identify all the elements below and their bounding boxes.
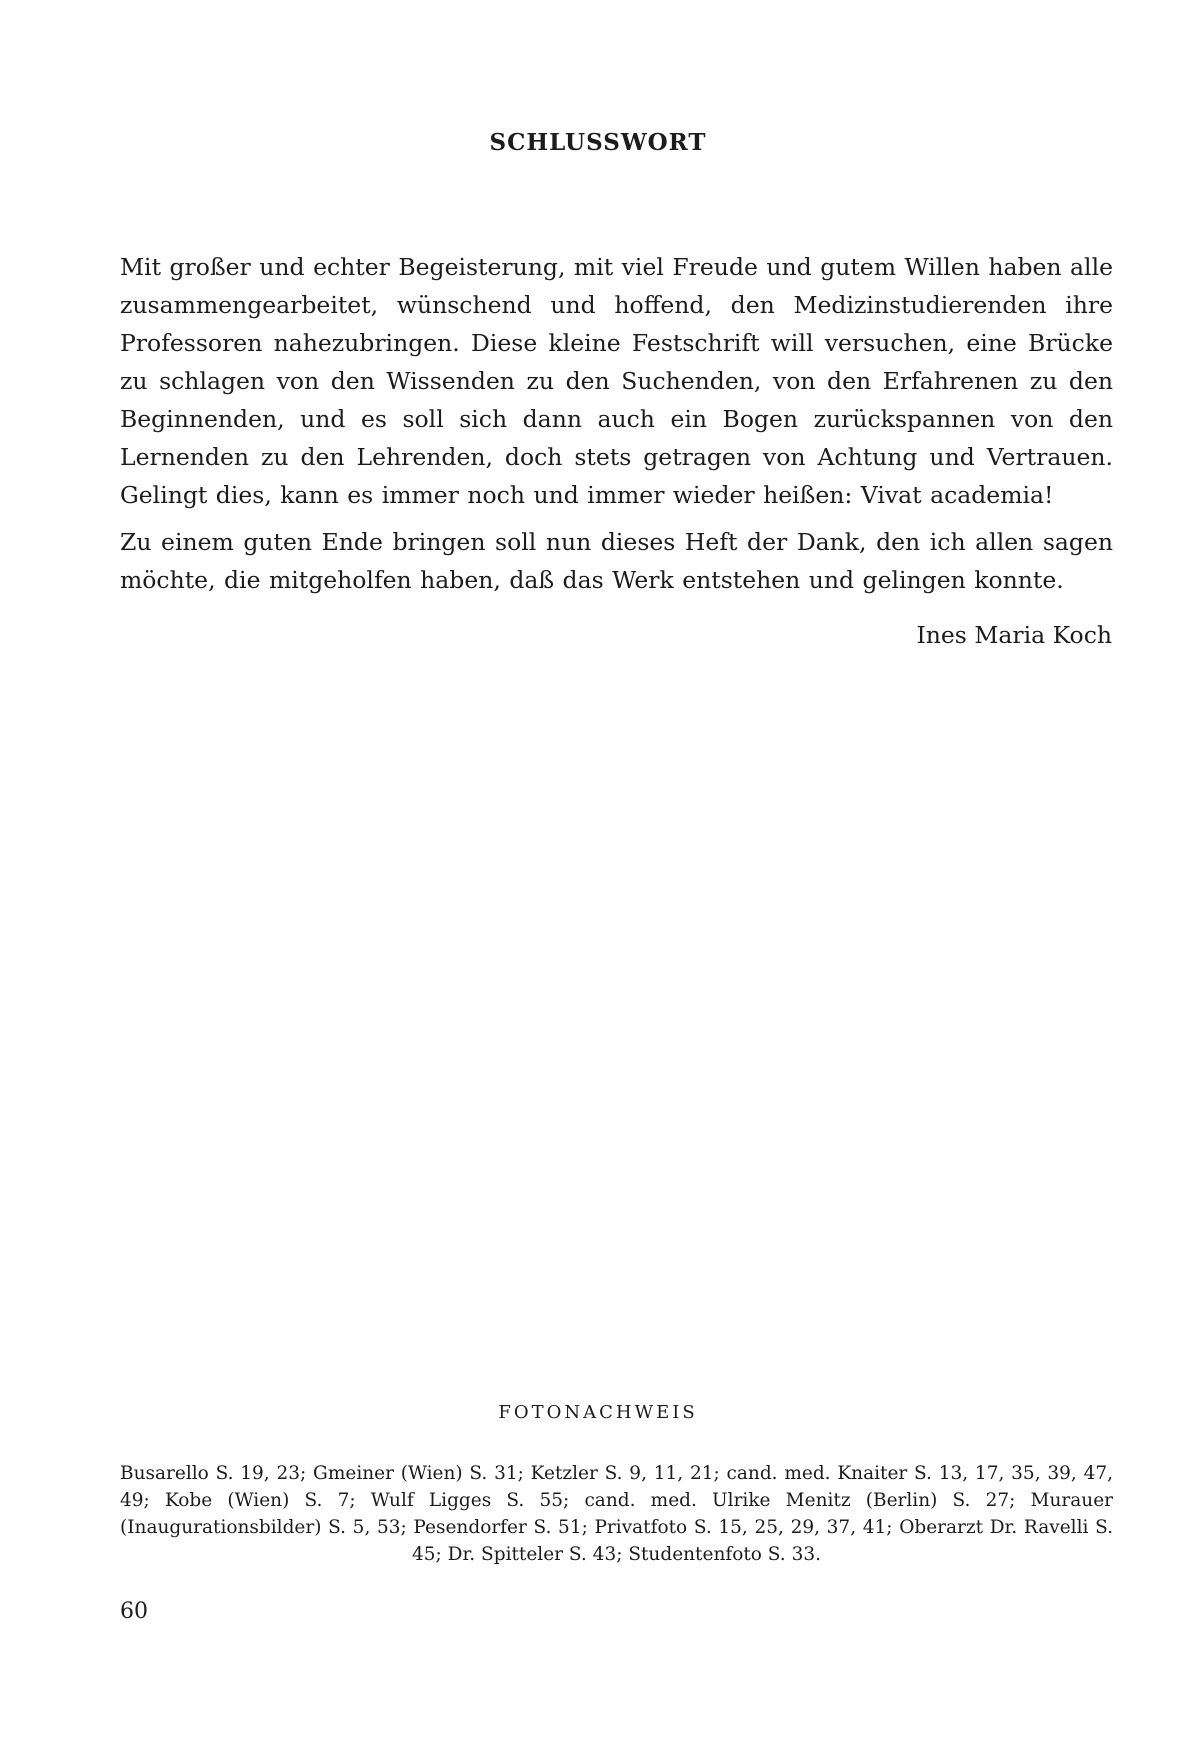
paragraph: Mit großer und echter Begeisterung, mit viel Freude und gutem Willen haben alle zusammengearbeitet, wünschend und hoffend, den Medizinstudierenden ihre Professoren nahezubringen. Diese kleine Festschrift will versuchen, eine Brücke zu schlagen von den Wissenden zu den Suchenden, von den Erfahrenen zu den Beginnenden, und es soll sich dann auch ein Bogen zurückspannen von den Lernenden zu den Lehrenden, doch stets getragen von Achtung und Vertrauen. Gelingt dies, kann es immer noch und immer wieder heißen: Vivat academia!	[120, 253, 1113, 509]
page-title: SCHLUSSWORT	[489, 129, 707, 157]
paragraph: Zu einem guten Ende bringen soll nun dieses Heft der Dank, den ich allen sagen möchte, die mitgeholfen haben, daß das Werk entstehen und gelingen konnte.	[120, 528, 1113, 594]
photo-credits-text: Busarello S. 19, 23; Gmeiner (Wien) S. 31; Ketzler S. 9, 11, 21; cand. med. Knaiter S. 13, 17, 35, 39, 47, 49; Kobe (Wien) S. 7; Wulf Ligges S. 55; cand. med. Ulrike Menitz (Berlin) S. 27; Murauer (Inaugurationsbilder) S. 5, 53; Pesendorfer S. 51; Privatfoto S. 15, 25, 29, 37, 41; Oberarzt Dr. Ravelli S. 45; Dr. Spitteler S. 43; Studentenfoto S. 33.	[120, 1463, 1113, 1565]
photo-credits-heading: FOTONACHWEIS	[498, 1402, 698, 1423]
author-signature: Ines Maria Koch	[916, 621, 1112, 649]
page-number: 60	[120, 1599, 148, 1624]
body-text	[120, 248, 1113, 599]
